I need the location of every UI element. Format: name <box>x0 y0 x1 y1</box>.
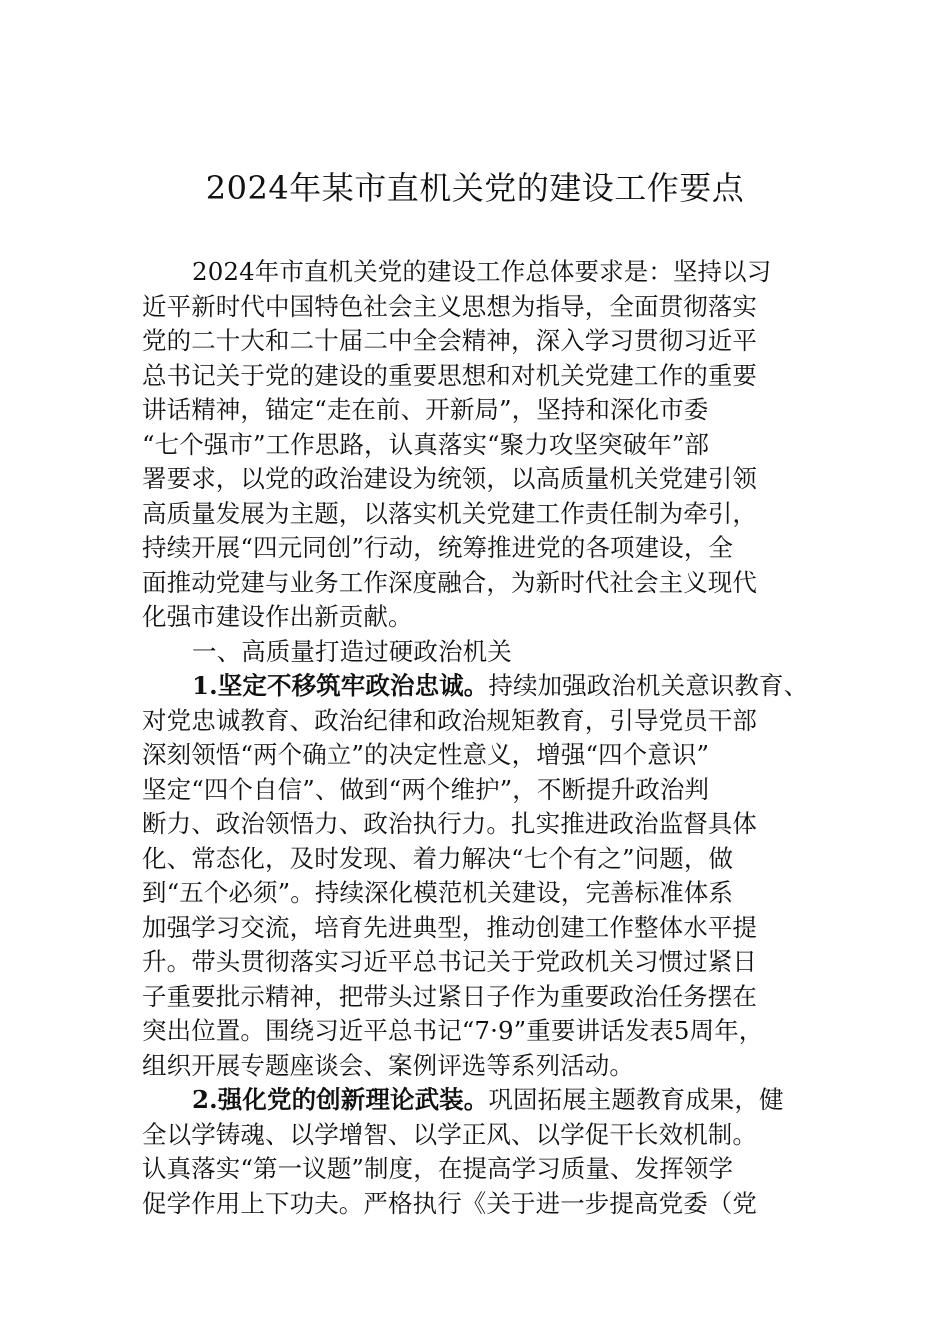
paragraph-text: 持续加强政治机关意识教育、 <box>488 671 809 700</box>
paragraph-line: 认真落实“第一议题”制度，在提高学习质量、发挥领学 <box>142 1154 734 1183</box>
paragraph-line: 断力、政治领悟力、政治执行力。扎实推进政治监督具体 <box>142 809 757 838</box>
paragraph-line: 署要求，以党的政治建设为统领，以高质量机关党建引领 <box>142 464 757 493</box>
paragraph-line: 党的二十大和二十届二中全会精神，深入学习贯彻习近平 <box>142 326 757 355</box>
paragraph-item-1 <box>142 669 822 1083</box>
paragraph-line: “七个强市”工作思路，认真落实“聚力攻坚突破年”部 <box>142 429 710 459</box>
paragraph-intro <box>142 255 822 635</box>
paragraph-item-2 <box>142 1083 822 1221</box>
paragraph-line: 子重要批示精神，把带头过紧日子作为重要政治任务摆在 <box>142 981 757 1011</box>
document-body <box>142 255 822 1221</box>
document-title: 2024年某市直机关党的建设工作要点 <box>205 169 745 207</box>
paragraph-line: 全以学铸魂、以学增智、以学正风、以学促干长效机制。 <box>142 1119 757 1149</box>
paragraph-line: 升。带头贯彻落实习近平总书记关于党政机关习惯过紧日 <box>142 947 757 976</box>
paragraph-first-line <box>142 1083 822 1118</box>
item-heading: 1.坚定不移筑牢政治忠诚。 <box>192 671 489 700</box>
paragraph-line: 高质量发展为主题，以落实机关党建工作责任制为牵引， <box>142 498 757 528</box>
paragraph-line: 持续开展“四元同创”行动，统筹推进党的各项建设，全 <box>142 533 734 562</box>
paragraph-first-line <box>142 669 822 704</box>
paragraph-line: 深刻领悟“两个确立”的决定性意义，增强“四个意识” <box>142 740 710 769</box>
section-heading: 一、高质量打造过硬政治机关 <box>192 636 512 666</box>
paragraph-line: 2024年市直机关党的建设工作总体要求是：坚持以习 <box>192 257 772 286</box>
paragraph-line: 突出位置。围绕习近平总书记“7·9”重要讲话发表5周年， <box>142 1016 764 1045</box>
item-heading: 2.强化党的创新理论武装。 <box>192 1085 489 1114</box>
paragraph-line: 化、常态化，及时发现、着力解决“七个有之”问题，做 <box>142 843 734 873</box>
paragraph-line: 对党忠诚教育、政治纪律和政治规矩教育，引导党员干部 <box>142 705 757 735</box>
paragraph-line: 坚定“四个自信”、做到“两个维护”，不断提升政治判 <box>142 774 710 804</box>
paragraph-line: 化强市建设作出新贡献。 <box>142 602 413 631</box>
paragraph-line: 讲话精神，锚定“走在前、开新局”，坚持和深化市委 <box>142 395 709 424</box>
paragraph-line: 到“五个必须”。持续深化模范机关建设，完善标准体系 <box>142 878 734 907</box>
paragraph-text: 巩固拓展主题教育成果，健 <box>488 1085 784 1114</box>
paragraph-line: 加强学习交流，培育先进典型，推动创建工作整体水平提 <box>142 912 757 942</box>
paragraph-line: 促学作用上下功夫。严格执行《关于进一步提高党委（党 <box>142 1188 757 1218</box>
paragraph-line: 总书记关于党的建设的重要思想和对机关党建工作的重要 <box>142 360 757 390</box>
paragraph-line: 组织开展专题座谈会、案例评选等系列活动。 <box>142 1050 634 1080</box>
paragraph-line: 近平新时代中国特色社会主义思想为指导，全面贯彻落实 <box>142 291 757 321</box>
paragraph-line: 面推动党建与业务工作深度融合，为新时代社会主义现代 <box>142 567 757 597</box>
